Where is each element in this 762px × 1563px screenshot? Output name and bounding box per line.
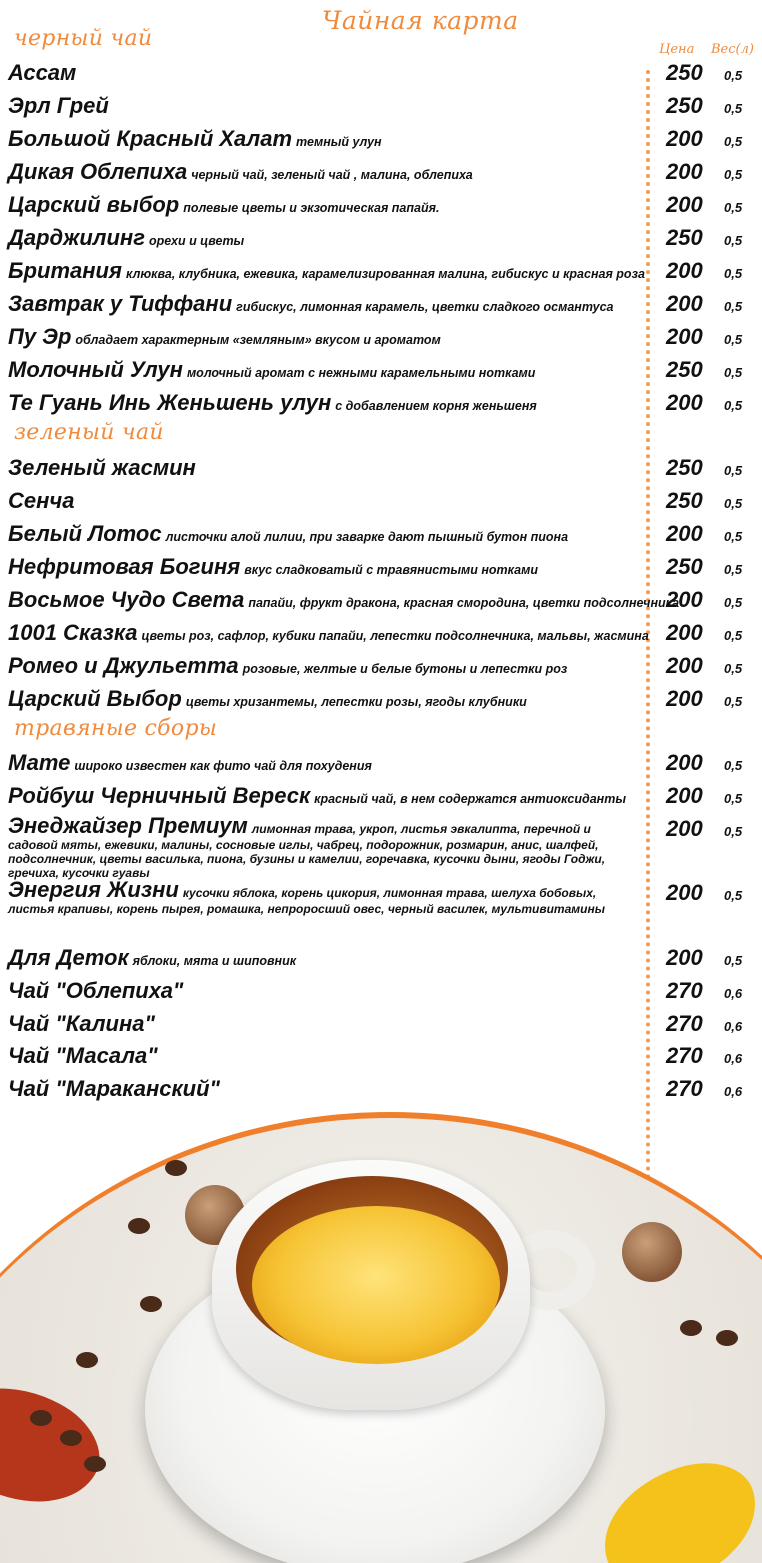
coffee-bean-image bbox=[716, 1330, 738, 1346]
menu-item bbox=[8, 653, 640, 679]
coffee-bean-image bbox=[30, 1410, 52, 1426]
item-name: Ассам bbox=[8, 60, 77, 85]
item-description: красный чай, в нем содержатся антиоксиданты bbox=[314, 792, 627, 806]
item-name: Эрл Грей bbox=[8, 93, 109, 118]
item-weight: 0,5 bbox=[724, 233, 743, 248]
item-description: темный улун bbox=[296, 135, 382, 149]
menu-item bbox=[8, 1076, 640, 1102]
menu-title: Чайная карта bbox=[322, 6, 519, 35]
item-weight: 0,5 bbox=[724, 463, 743, 478]
lemon-slice-image bbox=[252, 1206, 500, 1364]
section-title-black-tea: черный чай bbox=[14, 26, 153, 51]
item-name: Для Деток bbox=[8, 945, 129, 970]
item-weight: 0,5 bbox=[724, 694, 743, 709]
item-name: Царский Выбор bbox=[8, 686, 182, 711]
section-title-green-tea: зеленый чай bbox=[14, 420, 164, 445]
item-name: 1001 Сказка bbox=[8, 620, 138, 645]
coffee-bean-image bbox=[680, 1320, 702, 1336]
coffee-bean-image bbox=[140, 1296, 162, 1312]
item-weight: 0,5 bbox=[724, 791, 743, 806]
coffee-bean-image bbox=[84, 1456, 106, 1472]
item-weight: 0,5 bbox=[724, 134, 743, 149]
item-price: 200 bbox=[666, 816, 703, 841]
item-weight: 0,5 bbox=[724, 758, 743, 773]
item-name: Мате bbox=[8, 750, 71, 775]
item-weight: 0,6 bbox=[724, 1051, 743, 1066]
item-weight: 0,5 bbox=[724, 496, 743, 511]
item-price: 200 bbox=[666, 521, 703, 546]
item-name: Чай "Масала" bbox=[8, 1043, 158, 1068]
menu-item bbox=[8, 978, 640, 1004]
item-weight: 0,5 bbox=[724, 266, 743, 281]
item-description: яблоки, мята и шиповник bbox=[132, 954, 297, 968]
item-weight: 0,5 bbox=[724, 595, 743, 610]
item-description: гибискус, лимонная карамель, цветки сладкого османтуса bbox=[236, 300, 614, 314]
menu-item bbox=[8, 620, 649, 646]
item-weight: 0,5 bbox=[724, 628, 743, 643]
item-name: Дикая Облепиха bbox=[8, 159, 188, 184]
item-weight: 0,5 bbox=[724, 167, 743, 182]
item-price: 250 bbox=[666, 455, 703, 480]
item-name: Те Гуань Инь Женьшень улун bbox=[8, 390, 332, 415]
item-name: Белый Лотос bbox=[8, 521, 162, 546]
menu-item bbox=[8, 390, 640, 416]
item-price: 200 bbox=[666, 653, 703, 678]
dotted-divider bbox=[646, 70, 650, 1220]
menu-item bbox=[8, 554, 640, 580]
item-description: листочки алой лилии, при заварке дают пышный бутон пиона bbox=[165, 530, 569, 544]
item-description: кусочки яблока, корень цикория, лимонная трава, шелуха бобовых, листья крапивы, корень пырея, ромашка, непроросший овес, черный василек, мультивитамины bbox=[8, 886, 605, 916]
item-weight: 0,5 bbox=[724, 332, 743, 347]
item-weight: 0,5 bbox=[724, 888, 743, 903]
item-name: Пу Эр bbox=[8, 324, 72, 349]
menu-item bbox=[8, 93, 640, 119]
item-name: Сенча bbox=[8, 488, 75, 513]
item-price: 270 bbox=[666, 1076, 703, 1101]
item-price: 200 bbox=[666, 880, 703, 905]
item-weight: 0,6 bbox=[724, 986, 743, 1001]
item-price: 250 bbox=[666, 488, 703, 513]
item-description: молочный аромат с нежными карамельными нотками bbox=[186, 366, 536, 380]
menu-item bbox=[8, 60, 640, 86]
coffee-bean-image bbox=[165, 1160, 187, 1176]
item-price: 250 bbox=[666, 357, 703, 382]
item-weight: 0,6 bbox=[724, 1019, 743, 1034]
item-price: 200 bbox=[666, 324, 703, 349]
menu-item bbox=[8, 814, 640, 880]
item-weight: 0,5 bbox=[724, 824, 743, 839]
menu-item bbox=[8, 1043, 640, 1069]
item-weight: 0,5 bbox=[724, 299, 743, 314]
menu-item bbox=[8, 488, 640, 514]
item-price: 200 bbox=[666, 390, 703, 415]
item-name: Молочный Улун bbox=[8, 357, 183, 382]
menu-item bbox=[8, 945, 640, 971]
coffee-bean-image bbox=[128, 1218, 150, 1234]
item-name: Царский выбор bbox=[8, 192, 180, 217]
item-description: лимонная трава, укроп, листья эвкалипта, перечной и садовой мяты, ежевики, малины, сосновые иглы, чабрец, подорожник, розмарин, анис, шалфей, подсолнечник, цветы василька, пиона, бузины и камелии, горечавка, кусочки дыни, ягоды Годжи, гречиха, кусочки гуавы bbox=[8, 822, 606, 880]
item-weight: 0,5 bbox=[724, 562, 743, 577]
menu-item bbox=[8, 291, 640, 317]
item-description: цветы хризантемы, лепестки розы, ягоды клубники bbox=[185, 695, 527, 709]
item-price: 200 bbox=[666, 945, 703, 970]
item-name: Ройбуш Черничный Вереск bbox=[8, 783, 311, 808]
item-price: 200 bbox=[666, 291, 703, 316]
item-name: Большой Красный Халат bbox=[8, 126, 293, 151]
item-description: клюква, клубника, ежевика, карамелизированная малина, гибискус и красная роза bbox=[125, 267, 645, 281]
section-title-herbal: травяные сборы bbox=[14, 716, 218, 741]
item-name: Британия bbox=[8, 258, 122, 283]
item-name: Завтрак у Тиффани bbox=[8, 291, 233, 316]
menu-item bbox=[8, 258, 645, 284]
item-description: цветы роз, сафлор, кубики папайи, лепестки подсолнечника, мальвы, жасмина bbox=[141, 629, 649, 643]
item-price: 200 bbox=[666, 159, 703, 184]
item-weight: 0,5 bbox=[724, 953, 743, 968]
menu-item bbox=[8, 455, 640, 481]
item-price: 270 bbox=[666, 978, 703, 1003]
weight-column-header: Вес(л) bbox=[711, 42, 754, 57]
item-price: 200 bbox=[666, 258, 703, 283]
menu-item bbox=[8, 686, 640, 712]
item-description: вкус сладковатый с травянистыми нотками bbox=[244, 563, 538, 577]
item-name: Чай "Калина" bbox=[8, 1011, 155, 1036]
item-price: 250 bbox=[666, 93, 703, 118]
item-price: 200 bbox=[666, 192, 703, 217]
menu-item bbox=[8, 126, 640, 152]
item-description: полевые цветы и экзотическая папайя. bbox=[183, 201, 440, 215]
menu-item bbox=[8, 750, 640, 776]
menu-item bbox=[8, 159, 640, 185]
coffee-bean-image bbox=[76, 1352, 98, 1368]
coffee-bean-image bbox=[60, 1430, 82, 1446]
item-price: 200 bbox=[666, 620, 703, 645]
item-name: Энеджайзер Премиум bbox=[8, 813, 248, 838]
menu-item bbox=[8, 783, 640, 809]
item-name: Зеленый жасмин bbox=[8, 455, 196, 480]
item-name: Чай "Облепиха" bbox=[8, 978, 184, 1003]
tea-flower-ball-image bbox=[622, 1222, 682, 1282]
item-description: черный чай, зеленый чай , малина, облепиха bbox=[191, 168, 473, 182]
item-price: 270 bbox=[666, 1043, 703, 1068]
item-name: Восьмое Чудо Света bbox=[8, 587, 245, 612]
item-weight: 0,5 bbox=[724, 529, 743, 544]
item-price: 200 bbox=[666, 750, 703, 775]
price-column-header: Цена bbox=[659, 42, 695, 57]
item-weight: 0,5 bbox=[724, 200, 743, 215]
item-weight: 0,5 bbox=[724, 68, 743, 83]
menu-item bbox=[8, 1011, 640, 1037]
item-name: Дарджилинг bbox=[8, 225, 145, 250]
item-weight: 0,5 bbox=[724, 365, 743, 380]
item-price: 200 bbox=[666, 686, 703, 711]
menu-item bbox=[8, 587, 680, 613]
item-name: Энергия Жизни bbox=[8, 877, 179, 902]
item-price: 250 bbox=[666, 60, 703, 85]
menu-item bbox=[8, 225, 640, 251]
item-description: широко известен как фито чай для похудения bbox=[74, 759, 372, 773]
item-description: розовые, желтые и белые бутоны и лепестки роз bbox=[242, 662, 568, 676]
item-name: Нефритовая Богиня bbox=[8, 554, 241, 579]
item-price: 270 bbox=[666, 1011, 703, 1036]
item-price: 200 bbox=[666, 126, 703, 151]
item-description: с добавлением корня женьшеня bbox=[335, 399, 537, 413]
item-description: орехи и цветы bbox=[148, 234, 245, 248]
item-price: 200 bbox=[666, 587, 703, 612]
item-description: папайи, фрукт дракона, красная смородина, цветки подсолнечника bbox=[248, 596, 680, 610]
menu-item bbox=[8, 521, 640, 547]
item-weight: 0,5 bbox=[724, 661, 743, 676]
item-description: обладает характерным «земляным» вкусом и ароматом bbox=[75, 333, 441, 347]
menu-item bbox=[8, 192, 640, 218]
menu-item bbox=[8, 324, 640, 350]
item-weight: 0,5 bbox=[724, 398, 743, 413]
item-price: 200 bbox=[666, 783, 703, 808]
item-weight: 0,6 bbox=[724, 1084, 743, 1099]
item-price: 250 bbox=[666, 225, 703, 250]
item-name: Ромео и Джульетта bbox=[8, 653, 239, 678]
item-price: 250 bbox=[666, 554, 703, 579]
item-name: Чай "Мараканский" bbox=[8, 1076, 220, 1101]
item-weight: 0,5 bbox=[724, 101, 743, 116]
menu-item bbox=[8, 878, 640, 916]
menu-item bbox=[8, 357, 640, 383]
